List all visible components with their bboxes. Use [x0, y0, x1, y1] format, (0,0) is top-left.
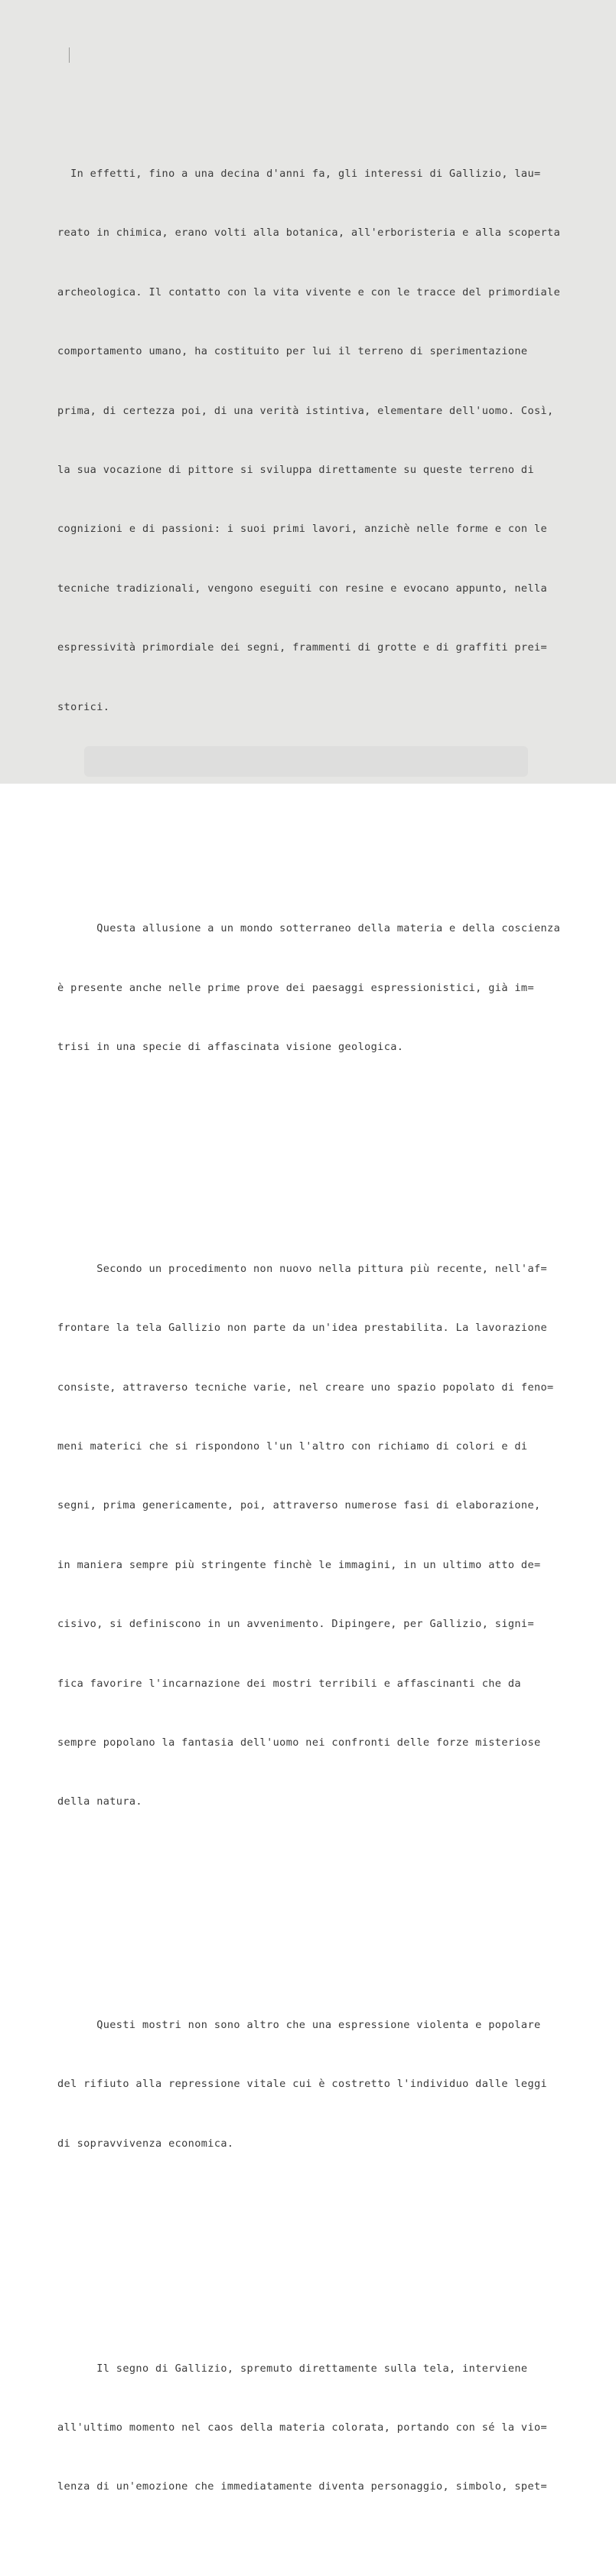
text-line: cisivo, si definiscono in un avvenimento. Dipingere, per Gallizio, signi=: [57, 1618, 534, 1631]
text-line: prima, di certezza poi, di una verità istintiva, elementare dell'uomo. Così,: [57, 404, 554, 417]
text-line: Questa allusione a un mondo sotterraneo della materia e della coscienza: [57, 922, 561, 935]
text-line: consiste, attraverso tecniche varie, nel creare uno spazio popolato di feno=: [57, 1381, 554, 1394]
text-line: la sua vocazione di pittore si sviluppa direttamente su queste terreno di: [57, 463, 534, 476]
text-line: Il segno di Gallizio, spremuto direttamente sulla tela, interviene: [57, 2362, 528, 2375]
text-line: meni materici che si rispondono l'un l'altro con richiamo di colori e di: [57, 1440, 528, 1453]
text-line: è presente anche nelle prime prove dei paesaggi espressionistici, già im=: [57, 981, 534, 994]
paragraph-5: [57, 2320, 616, 2537]
text-line: espressività primordiale dei segni, frammenti di grotte e di graffiti prei=: [57, 641, 548, 654]
text-line: sempre popolano la fantasia dell'uomo nei confronti delle forze misteriose: [57, 1736, 541, 1749]
text-line: trisi in una specie di affascinata visione geologica.: [57, 1041, 404, 1054]
text-line: segni, prima genericamente, poi, attraverso numerose fasi di elaborazione,: [57, 1499, 541, 1512]
paragraph-gap: [57, 2233, 616, 2241]
text-line: cognizioni e di passioni: i suoi primi lavori, anzichè nelle forme e con le: [57, 523, 548, 536]
text-line: lenza di un'emozione che immediatamente diventa personaggio, simbolo, spet=: [57, 2480, 548, 2493]
text-line: fica favorire l'incarnazione dei mostri terribili e affascinanti che da: [57, 1677, 521, 1690]
paragraph-1: [57, 125, 616, 757]
paragraph-gap: [57, 796, 616, 801]
text-line: all'ultimo momento nel caos della materia colorata, portando con sé la vio=: [57, 2421, 548, 2434]
text-line: archeologica. Il contatto con la vita vivente e con le tracce del primordiale: [57, 285, 561, 298]
text-line: in maniera sempre più stringente finchè le immagini, in un ultimo atto de=: [57, 1558, 541, 1571]
text-line: Questi mostri non sono altro che una espressione violenta e popolare: [57, 2019, 541, 2032]
text-line: comportamento umano, ha costituito per lui il terreno di sperimentazione: [57, 345, 528, 358]
text-line: Secondo un procedimento non nuovo nella pittura più recente, nell'af=: [57, 1262, 548, 1275]
text-line: di sopravvivenza economica.: [57, 2137, 234, 2150]
text-line: del rifiuto alla repressione vitale cui è costretto l'individuo dalle leggi: [57, 2078, 548, 2091]
text-line: frontare la tela Gallizio non parte da un'idea prestabilita. La lavorazione: [57, 1322, 548, 1335]
text-line: storici.: [57, 700, 110, 713]
paragraph-2: [57, 880, 616, 1097]
text-line: tecniche tradizionali, vengono eseguiti con resine e evocano appunto, nella: [57, 582, 548, 595]
text-line: della natura.: [57, 1795, 142, 1808]
pencil-mark: [69, 47, 70, 63]
text-line: In effetti, fino a una decina d'anni fa, gli interessi di Gallizio, lau=: [57, 167, 541, 180]
paragraph-3: [57, 1220, 616, 1852]
paragraph-gap: [57, 1891, 616, 1897]
paper-watermark: [84, 746, 528, 777]
body-text: [57, 66, 616, 2576]
paragraph-4: [57, 1977, 616, 2194]
text-line: reato in chimica, erano volti alla botanica, all'erboristeria e alla scoperta: [57, 227, 561, 240]
paragraph-gap: [57, 1136, 616, 1141]
